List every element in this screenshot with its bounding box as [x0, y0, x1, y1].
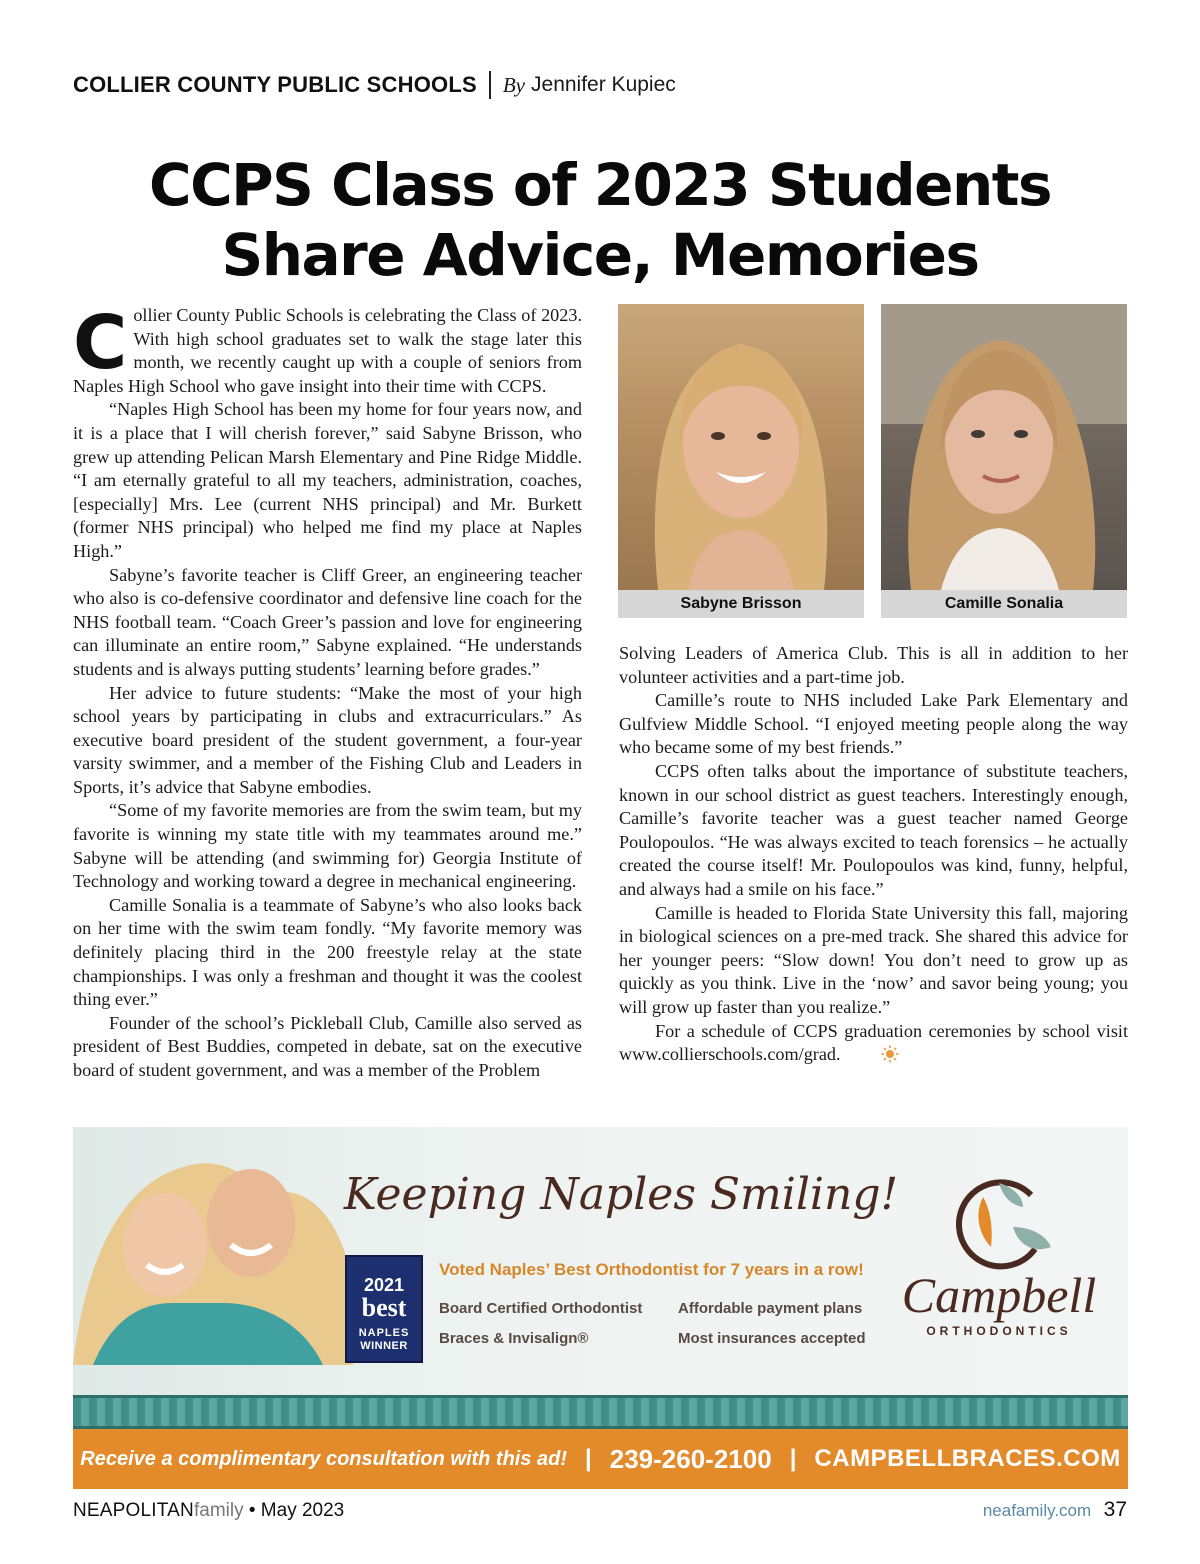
badge-year: 2021: [363, 1275, 405, 1295]
article-paragraph: [619, 1020, 1128, 1067]
portrait-illustration: [618, 304, 864, 590]
article-headline: [40, 150, 1160, 290]
ad-cta-text: Receive a complimentary consultation with this ad!: [80, 1447, 568, 1470]
article-paragraph: Sabyne’s favorite teacher is Cliff Greer, an engineering teacher who also is co-defensive coordinator and defensive line coach for the NHS football team. “Coach Greer’s passion and love for engineering can illuminate an entire room,” Sabyne explained. “He understands students and is always putting students’ learning before grades.”: [73, 564, 582, 679]
article-paragraph: CCPS often talks about the importance of substitute teachers, known in our school district as guest teachers. Interestingly enough, Camille’s favorite teacher was a guest teacher named George Poulopoulos. “He was always excited to teach forensics – he actually created the course itself! Mr. Poulopoulos was kind, funny, helpful, and always had a smile on his face.”: [619, 760, 1128, 899]
footer-publication: [73, 1500, 344, 1522]
article-paragraph: “Naples High School has been my home for four years now, and it is a place that I will cherish forever,” said Sabyne Brisson, who grew up attending Pelican Marsh Elementary and Pine Ridge Middle. “I am eternally grateful to all my teachers, administration, coaches, [especially] Mrs. Lee (current NHS principal) and Mr. Burkett (former NHS principal) who helped me find my place at Naples High.”: [73, 399, 582, 561]
ad-phone-link[interactable]: 239-260-2100: [609, 1443, 772, 1474]
badge-winner: WINNER: [360, 1340, 408, 1352]
article-paragraph: Camille is headed to Florida State University this fall, majoring in biological sciences on a pre-med track. She shared this advice for her younger peers: “Slow down! You don’t need to grow up as quickly as you think. Live in the ‘now’ and savor being young; you will grow up faster than you realize.”: [619, 902, 1128, 1017]
sun-icon: [845, 1045, 863, 1063]
article-column-right: [619, 642, 1128, 1082]
logo-wordmark: Campbell: [901, 1267, 1097, 1323]
ad-website-link[interactable]: CAMPBELLBRACES.COM: [814, 1445, 1121, 1472]
article-paragraph: Camille’s route to NHS included Lake Park Elementary and Gulfview Middle School. “I enjoyed meeting people along the way who became some of my best friends.”: [619, 690, 1128, 758]
footer-brand-sub: family: [193, 1500, 244, 1521]
article-paragraph: Her advice to future students: “Make the most of your high school years by participating in clubs and extracurriculars.” As executive board president of the student government, a four-year varsity swimmer, and a member of the Fishing Club and Leaders in Sports, it’s advice that Sabyne embodies.: [73, 682, 582, 797]
photo-caption: Sabyne Brisson: [618, 590, 864, 618]
article-paragraph: [73, 304, 582, 398]
badge-best: best: [361, 1293, 407, 1322]
first-paragraph-text: ollier County Public Schools is celebrating the Class of 2023. With high school graduates set to walk the stage later this month, we recently caught up with a couple of seniors from Naples High School who gave insight into their time with CCPS.: [73, 305, 582, 396]
article-header: [73, 68, 676, 102]
logo-subtitle: ORTHODONTICS: [926, 1324, 1072, 1338]
footer-page-info: [983, 1498, 1127, 1522]
ad-divider: |: [585, 1445, 592, 1472]
ad-feature: Affordable payment plans: [678, 1300, 863, 1317]
footer-issue: • May 2023: [243, 1500, 345, 1521]
footer-website-link[interactable]: neafamily.com: [982, 1501, 1092, 1520]
decorative-pattern-band: [73, 1395, 1128, 1429]
article-column-left: [73, 304, 582, 1082]
ad-headline: Voted Naples’ Best Orthodontist for 7 years in a row!: [439, 1260, 864, 1279]
page-number: 37: [1103, 1498, 1127, 1521]
ad-feature: Braces & Invisalign®: [439, 1330, 589, 1347]
footer-brand: NEAPOLITAN: [73, 1500, 194, 1521]
article-paragraph: Camille Sonalia is a teammate of Sabyne’s who also looks back on her time with the swim team fondly. “My favorite memory was definitely placing third in the 200 freestyle relay at the state championships. I was only a freshman and thought it was the coolest thing ever.”: [73, 894, 582, 1010]
headline-line-1: CCPS Class of 2023 Students: [149, 151, 1051, 219]
ad-photo-girls: [73, 1127, 353, 1365]
ad-divider: |: [789, 1445, 797, 1472]
byline-prefix: By: [502, 72, 526, 97]
ad-cta-bar: [73, 1429, 1128, 1489]
article-paragraph: Founder of the school’s Pickleball Club, Camille also served as president of Best Buddies, competed in debate, sat on the executive board of student government, and was a member of the Problem: [73, 1012, 582, 1080]
ad-feature: Board Certified Orthodontist: [439, 1300, 643, 1317]
ad-feature: Most insurances accepted: [678, 1330, 866, 1347]
portrait-illustration: [881, 304, 1127, 590]
byline-author: Jennifer Kupiec: [531, 73, 676, 96]
badge-city: NAPLES: [358, 1327, 410, 1339]
photo-caption: Camille Sonalia: [881, 590, 1127, 618]
orthodontist-advertisement[interactable]: [73, 1127, 1128, 1489]
closing-text: For a schedule of CCPS graduation ceremonies by school visit www.collierschools.com/grad.: [619, 1020, 1128, 1065]
ad-tagline: Keeping Naples Smiling!: [343, 1169, 899, 1220]
drop-cap: C: [73, 304, 128, 386]
best-of-naples-badge: [345, 1255, 423, 1363]
header-divider: [489, 71, 491, 99]
article-paragraph: “Some of my favorite memories are from the swim team, but my favorite is winning my state title with my teammates around me.” Sabyne will be attending (and swimming for) Georgia Institute of Technology and working toward a degree in mechanical engineering.: [73, 800, 582, 892]
headline-line-2: Share Advice, Memories: [221, 221, 979, 289]
photo-sabyne-brisson: [618, 304, 864, 590]
section-kicker: COLLIER COUNTY PUBLIC SCHOOLS: [73, 72, 477, 97]
photo-camille-sonalia: [881, 304, 1127, 590]
article-paragraph: Solving Leaders of America Club. This is all in addition to her volunteer activities and a part-time job.: [619, 643, 1128, 687]
campbell-logo-icon: [943, 1167, 1053, 1277]
